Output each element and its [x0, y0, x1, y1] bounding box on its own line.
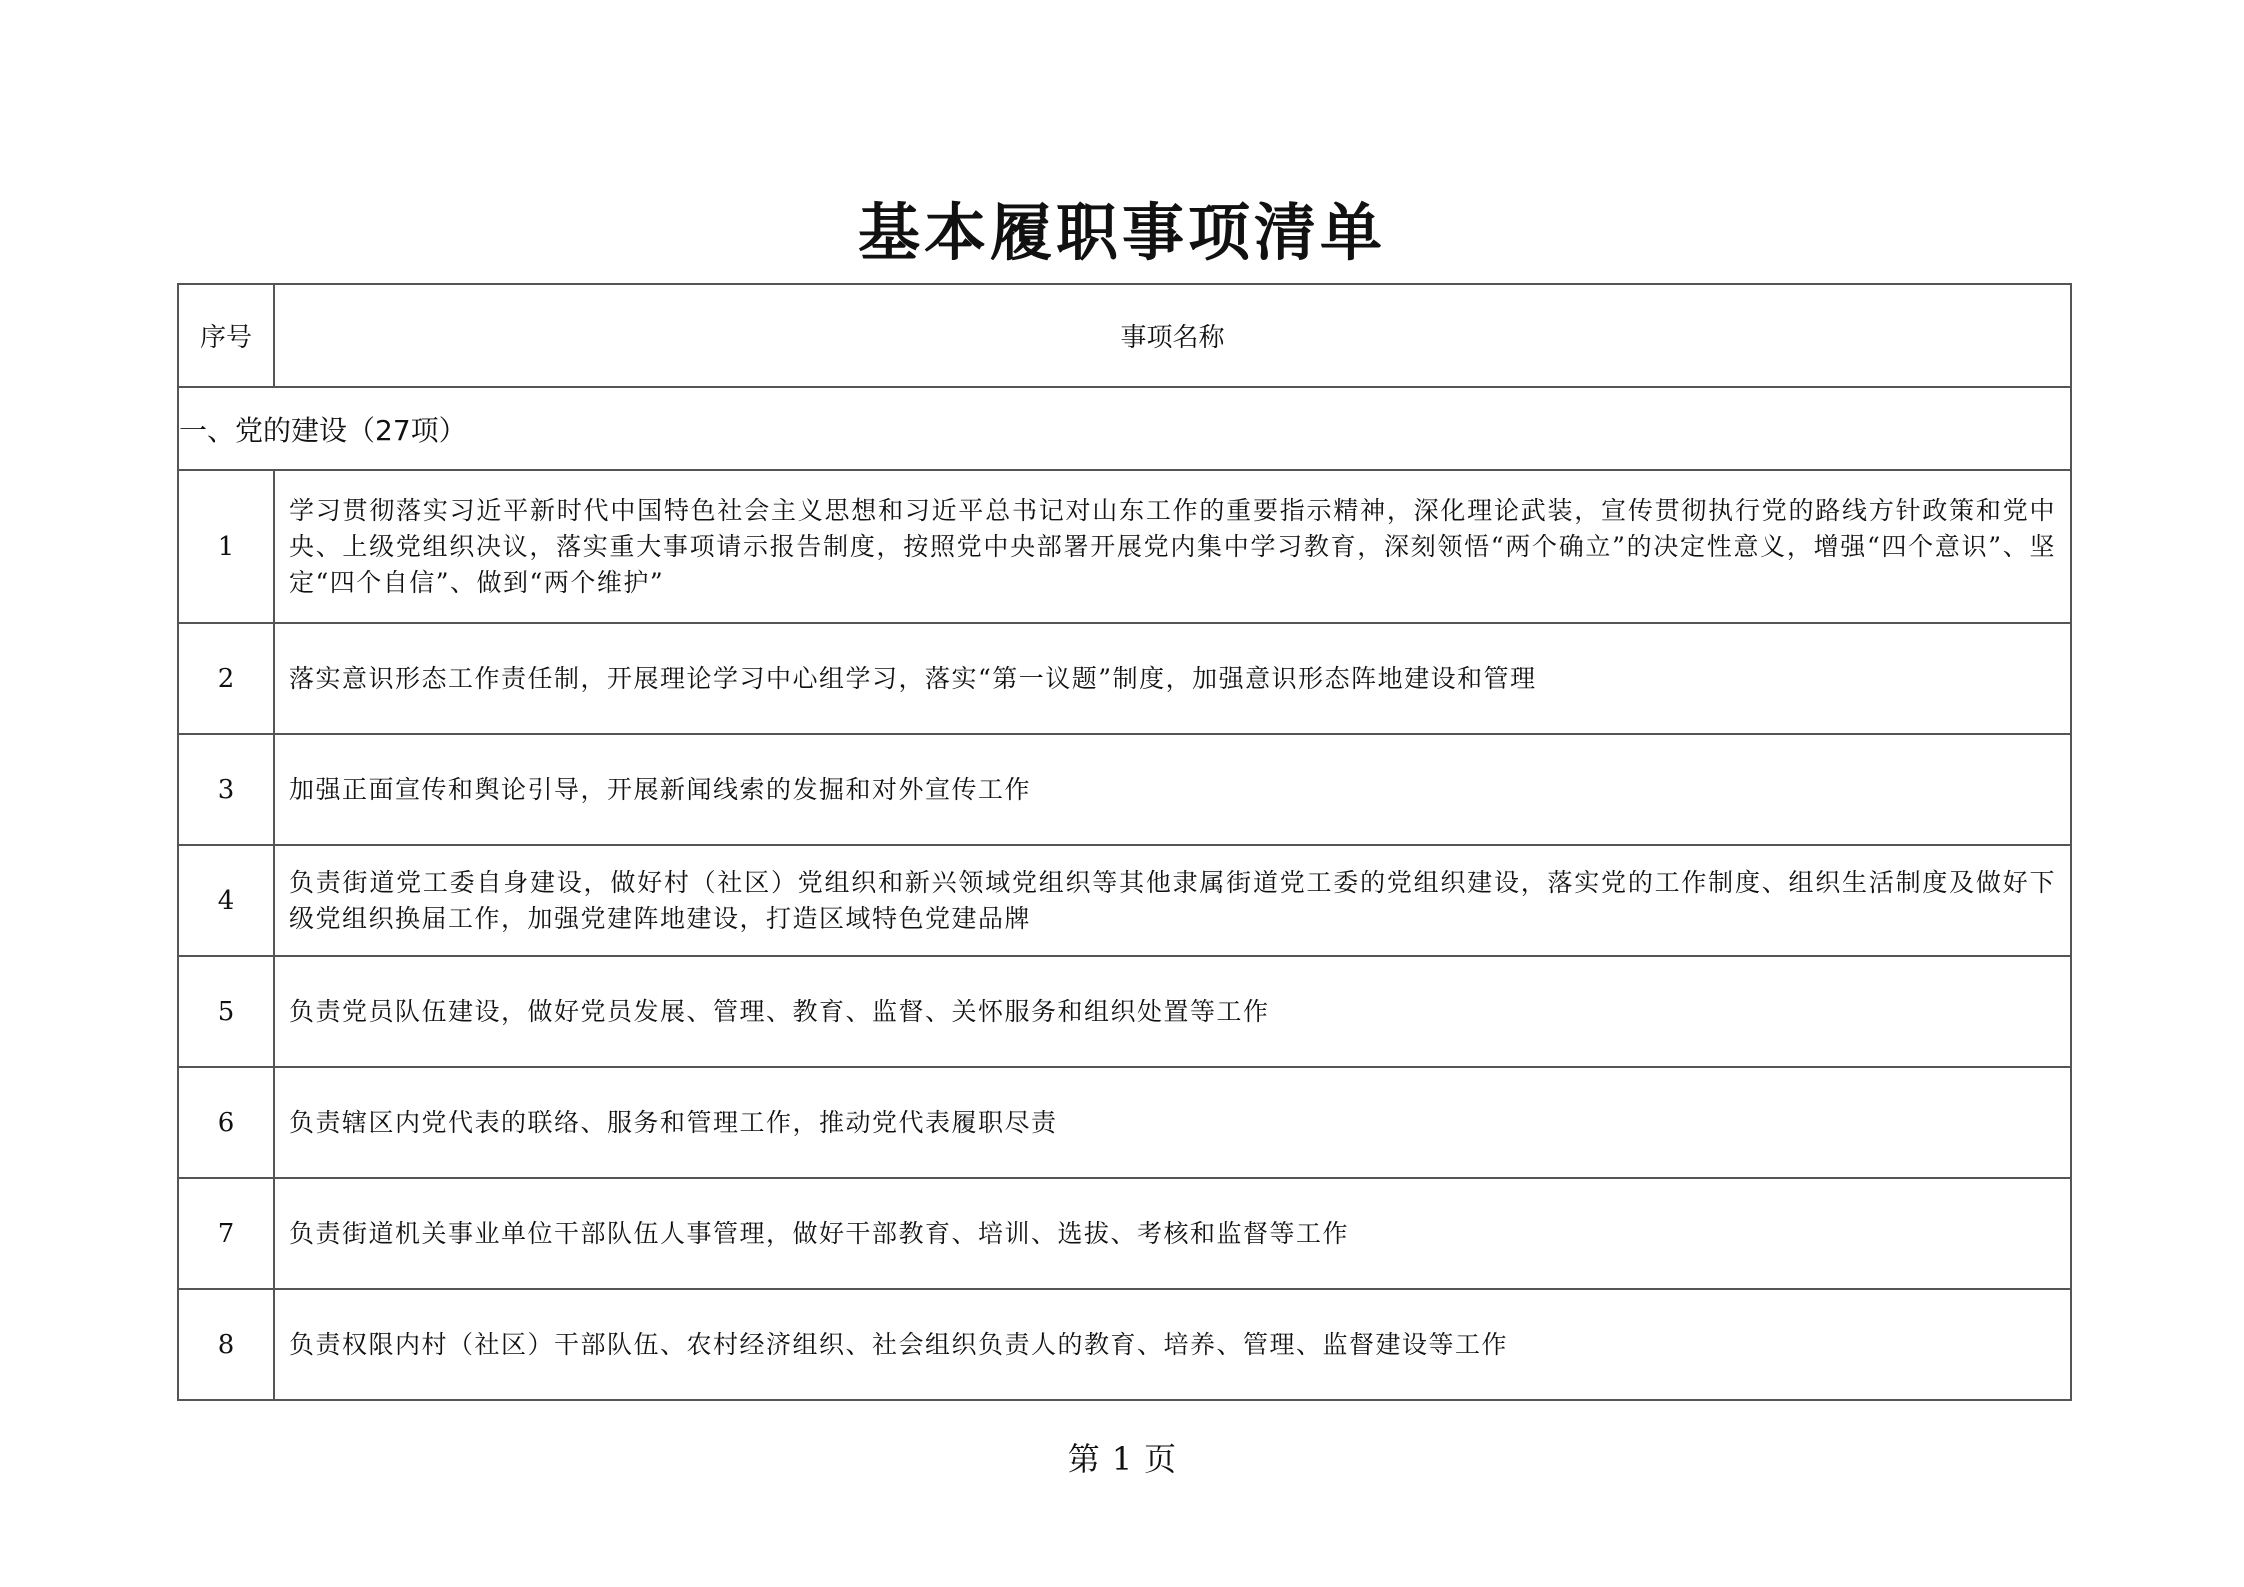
table-header-row	[178, 284, 2071, 387]
table-row	[178, 956, 2071, 1067]
row-number: 3	[178, 734, 274, 845]
row-number: 5	[178, 956, 274, 1067]
row-item-text: 落实意识形态工作责任制，开展理论学习中心组学习，落实“第一议题”制度，加强意识形态阵地建设和管理	[274, 623, 2071, 734]
page-title: 基本履职事项清单	[857, 196, 1386, 269]
row-item-text: 负责街道机关事业单位干部队伍人事管理，做好干部教育、培训、选拔、考核和监督等工作	[274, 1178, 2071, 1289]
header-serial-number: 序号	[178, 284, 274, 387]
page-number	[0, 1434, 2244, 1480]
row-number: 2	[178, 623, 274, 734]
table-row	[178, 470, 2071, 623]
table-row	[178, 623, 2071, 734]
table-row	[178, 1289, 2071, 1400]
row-item-text: 加强正面宣传和舆论引导，开展新闻线索的发掘和对外宣传工作	[274, 734, 2071, 845]
table-row	[178, 845, 2071, 956]
row-item-text: 负责权限内村（社区）干部队伍、农村经济组织、社会组织负责人的教育、培养、管理、监督建设等工作	[274, 1289, 2071, 1400]
header-item-name: 事项名称	[274, 284, 2071, 387]
row-number: 1	[178, 470, 274, 623]
row-number: 7	[178, 1178, 274, 1289]
table-row	[178, 1067, 2071, 1178]
page-number-prefix: 第	[1067, 1440, 1100, 1478]
row-number: 6	[178, 1067, 274, 1178]
page-number-value: 1	[1111, 1440, 1133, 1478]
table-row	[178, 734, 2071, 845]
table-row	[178, 1178, 2071, 1289]
row-item-text: 负责党员队伍建设，做好党员发展、管理、教育、监督、关怀服务和组织处置等工作	[274, 956, 2071, 1067]
section-row	[178, 387, 2071, 470]
duty-items-table	[177, 283, 2072, 1401]
row-item-text: 负责辖区内党代表的联络、服务和管理工作，推动党代表履职尽责	[274, 1067, 2071, 1178]
row-item-text: 学习贯彻落实习近平新时代中国特色社会主义思想和习近平总书记对山东工作的重要指示精神，深化理论武装，宣传贯彻执行党的路线方针政策和党中央、上级党组织决议，落实重大事项请示报告制度，按照党中央部署开展党内集中学习教育，深刻领悟“两个确立”的决定性意义，增强“四个意识”、坚定“四个自信”、做到“两个维护”	[274, 470, 2071, 623]
section-title: 一、党的建设（27项）	[178, 387, 2071, 470]
row-number: 8	[178, 1289, 274, 1400]
page-number-suffix: 页	[1144, 1440, 1177, 1478]
row-item-text: 负责街道党工委自身建设，做好村（社区）党组织和新兴领域党组织等其他隶属街道党工委的党组织建设，落实党的工作制度、组织生活制度及做好下级党组织换届工作，加强党建阵地建设，打造区域特色党建品牌	[274, 845, 2071, 956]
row-number: 4	[178, 845, 274, 956]
